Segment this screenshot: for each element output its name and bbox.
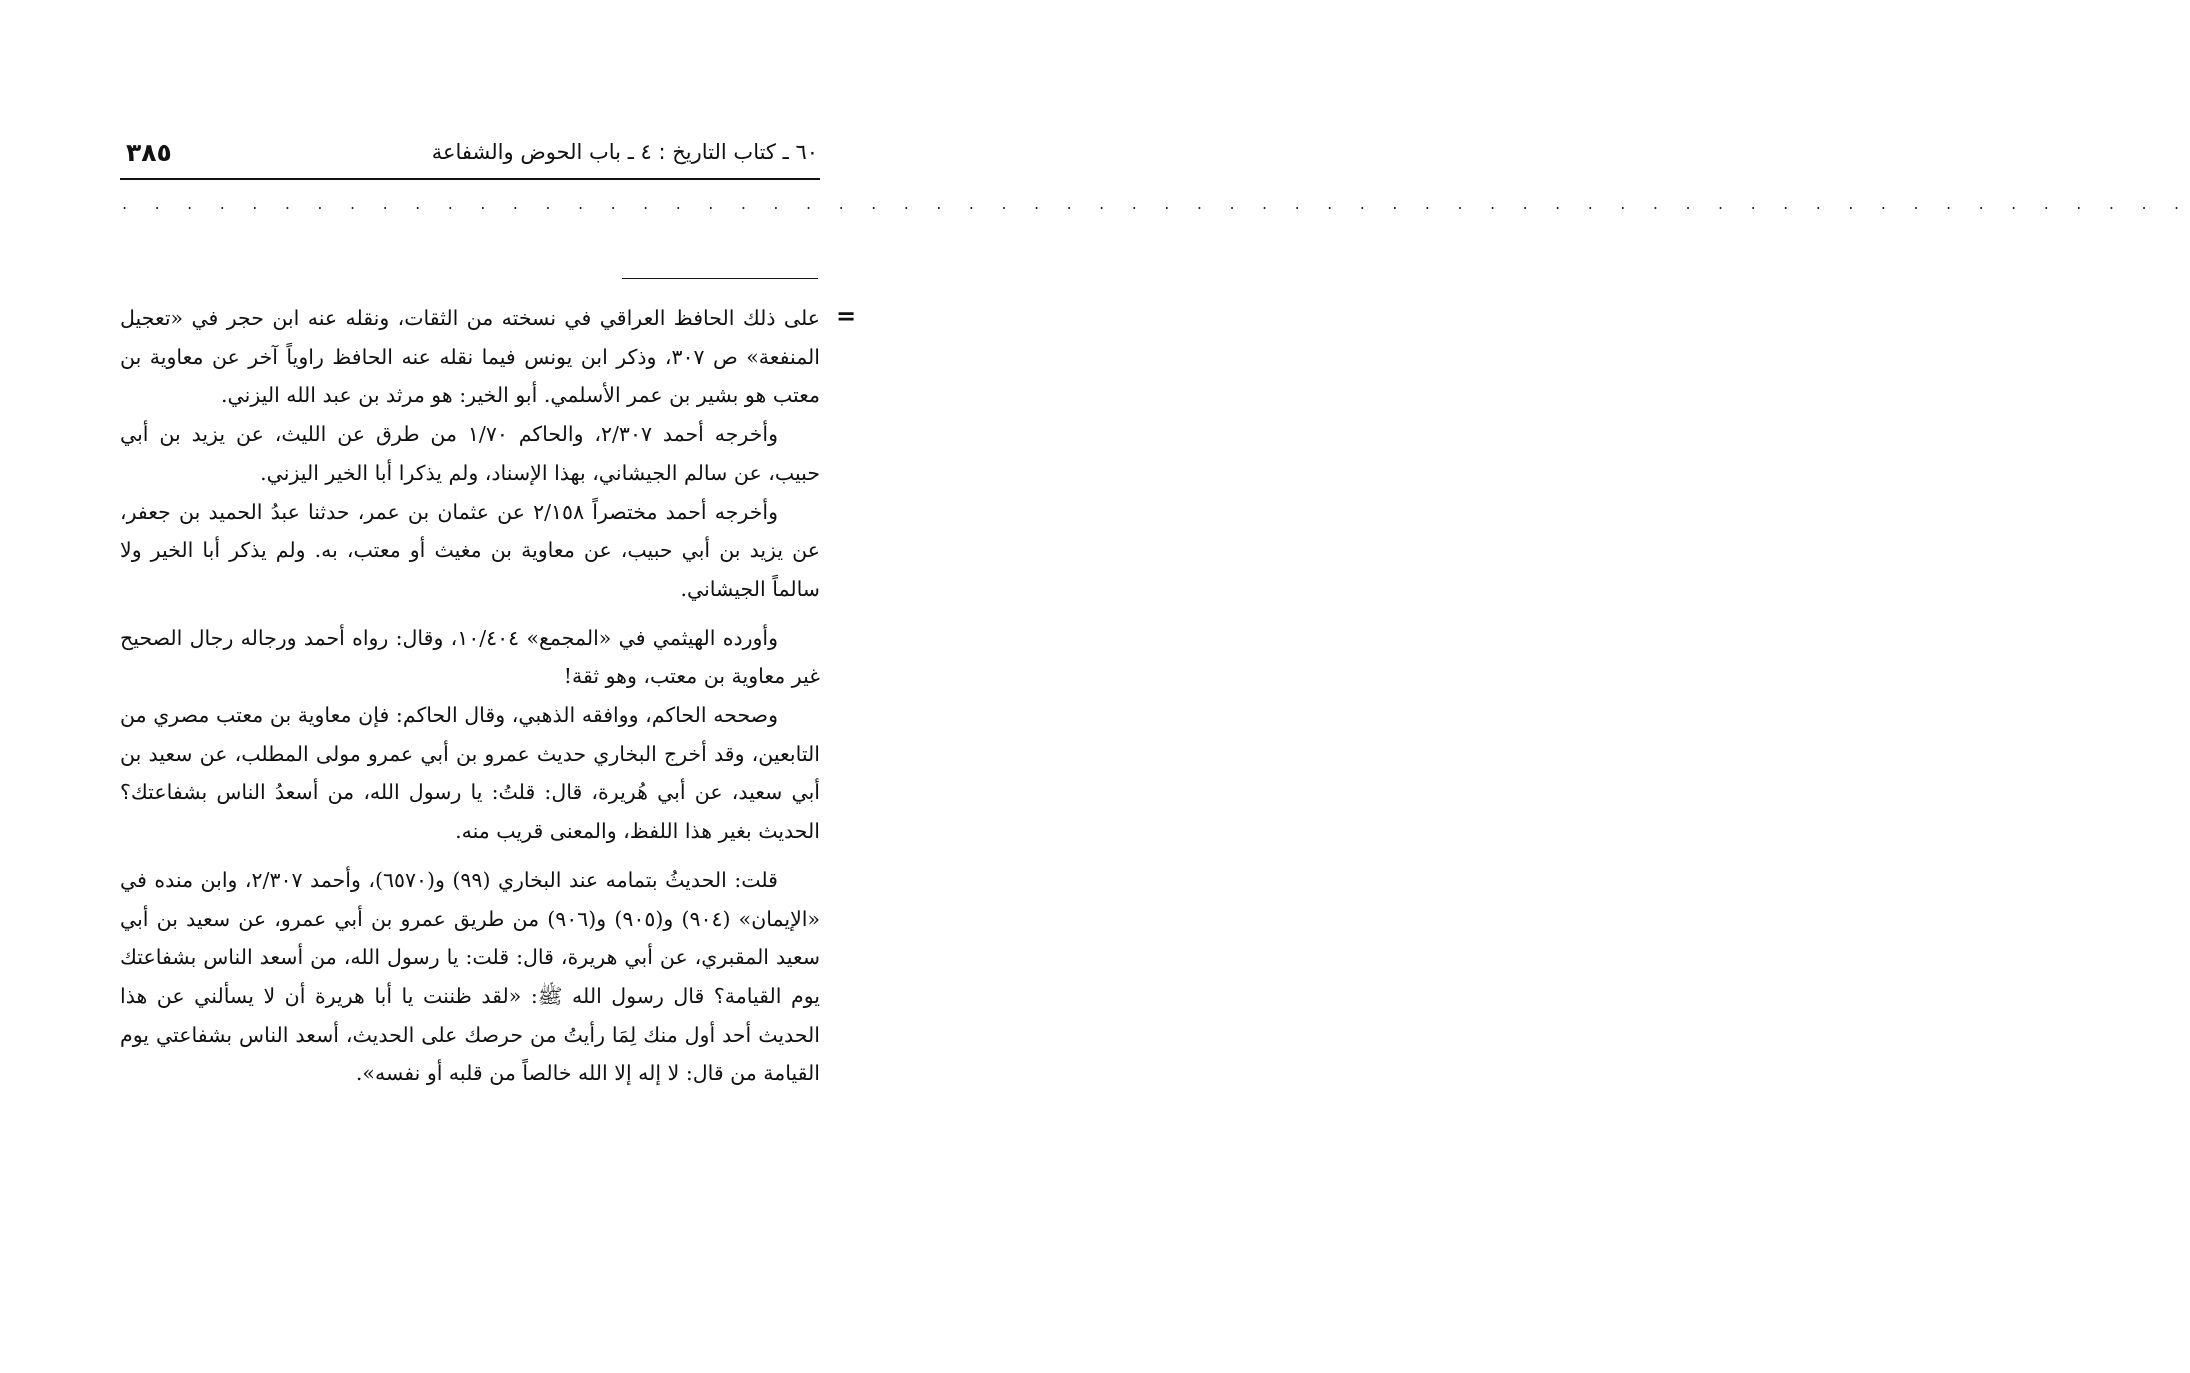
footnote-body — [120, 299, 820, 1093]
dotted-separator: . . . . . . . . . . . . . . . . . . . . . . . . . . . . . . . . . . . . . . . . . . . . . . . . . . . . . . . . . . . . . . . . — [122, 194, 2190, 213]
paragraph-5: وصححه الحاكم، ووافقه الذهبي، وقال الحاكم: فإن معاوية بن معتب مصري من التابعين، وقد أخرج البخاري حديث عمرو بن أبي عمرو مولى المطلب، عن سعيد بن أبي سعيد، عن أبي هُريرة، قال: قلتُ: يا رسول الله، من أسعدُ الناس بشفاعتك؟ الحديث بغير هذا اللفظ، والمعنى قريب منه. — [120, 703, 820, 844]
continuation-mark: = — [836, 302, 857, 330]
paragraph-2: وأخرجه أحمد ٢/٣٠٧، والحاكم ١/٧٠ من طرق عن الليث، عن يزيد بن أبي حبيب، عن سالم الجيشاني، بهذا الإسناد، ولم يذكرا أبا الخير اليزني. — [120, 422, 820, 485]
paragraph-3: وأخرجه أحمد مختصراً ٢/١٥٨ عن عثمان بن عمر، حدثنا عبدُ الحميد بن جعفر، عن يزيد بن أبي حبيب، عن معاوية بن مغيث أو معتب، به. ولم يذكر أبا الخير ولا سالماً الجيشاني. — [120, 499, 820, 601]
running-title: ٦٠ ـ كتاب التاريخ : ٤ ـ باب الحوض والشفاعة — [431, 140, 818, 164]
paragraph-1: على ذلك الحافظ العراقي في نسخته من الثقات، ونقله عنه ابن حجر في «تعجيل المنفعة» ص ٣٠٧، وذكر ابن يونس فيما نقله عنه الحافظ راوياً آخر عن معاوية بن معتب هو بشير بن عمر الأسلمي. أبو الخير: هو مرثد بن عبد الله اليزني. — [120, 306, 820, 408]
page-header — [118, 138, 822, 178]
paragraph-6: قلت: الحديثُ بتمامه عند البخاري (٩٩) و(٦٥٧٠)، وأحمد ٢/٣٠٧، وابن منده في «الإيمان» (٩٠٤) و(٩٠٥) و(٩٠٦) من طريق عمرو بن أبي عمرو، عن سعيد بن أبي سعيد المقبري، عن أبي هريرة، قال: قلت: يا رسول الله، من أسعد الناس بشفاعتك يوم القيامة؟ قال رسول الله ﷺ: «لقد ظننت يا أبا هريرة أن لا يسألني عن هذا الحديث أحد أول منك لِمَا رأيتُ من حرصك على الحديث، أسعد الناس بشفاعتي يوم القيامة من قال: لا إله إلا الله خالصاً من قلبه أو نفسه». — [120, 867, 820, 1086]
footnote-rule — [622, 278, 818, 279]
page-number: ٣٨٥ — [126, 138, 172, 167]
paragraph-4: وأورده الهيثمي في «المجمع» ١٠/٤٠٤، وقال: رواه أحمد ورجاله رجال الصحيح غير معاوية بن معتب، وهو ثقة! — [120, 625, 820, 689]
header-rule — [120, 178, 820, 180]
